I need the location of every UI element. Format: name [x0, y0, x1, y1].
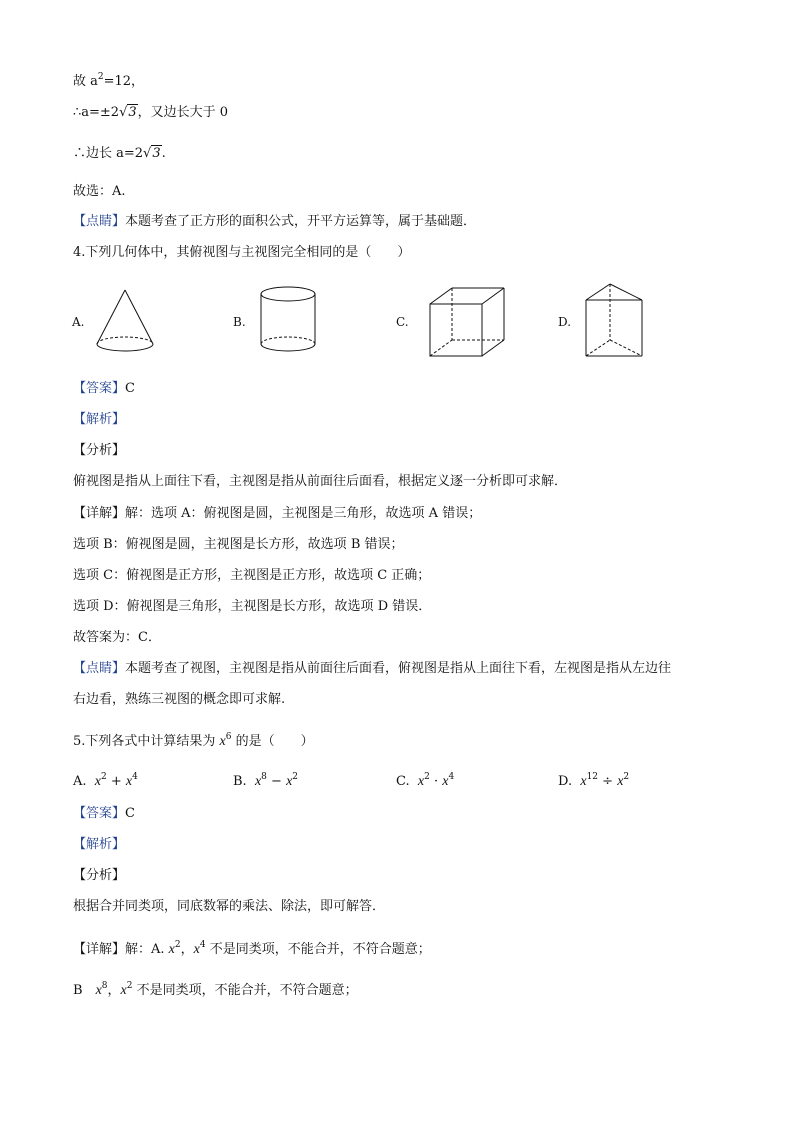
- q4-comment-2: 右边看，熟练三视图的概念即可求解.: [73, 692, 286, 707]
- detail-tag: 【详解】: [73, 506, 126, 521]
- comment-tag: 【点睛】: [73, 214, 126, 229]
- q4-detail-3: 选项 C：俯视图是正方形，主视图是正方形，故选项 C 正确；: [73, 568, 431, 583]
- q4-final: 故答案为：C．: [73, 630, 161, 645]
- q4-detail-4: 选项 D：俯视图是三角形，主视图是长方形，故选项 D 错误．: [73, 599, 432, 614]
- q4-detail-1: 【详解】解：选项 A：俯视图是圆，主视图是三角形，故选项 A 错误；: [73, 506, 482, 521]
- triangular-prism-icon: [584, 282, 646, 360]
- comment-tag: 【点睛】: [73, 661, 126, 676]
- sqrt-symbol: √3: [143, 146, 161, 161]
- cube-icon: [428, 286, 516, 360]
- q4-analysis-tag: 【解析】: [73, 412, 126, 427]
- cylinder-icon: [258, 284, 318, 356]
- q4-option-b-label: B.: [233, 315, 246, 329]
- answer-tag: 【答案】: [73, 381, 126, 396]
- q4-answer: 【答案】C: [73, 381, 135, 396]
- answer-tag: 【答案】: [73, 806, 126, 821]
- q5-option-a: A. $x^2 + x^4$: [73, 772, 138, 789]
- cone-icon: [94, 288, 156, 356]
- sqrt-symbol: √3: [119, 105, 137, 120]
- q5-option-d: D. $x^{12} \div x^2$: [558, 772, 630, 789]
- q5-fenxi-text: 根据合并同类项，同底数幂的乘法、除法，即可解答．: [73, 899, 386, 914]
- q4-option-a-label: A.: [72, 315, 85, 329]
- q5-detail-a: 【详解】解：A. $x^2$，$x^4$ 不是同类项，不能合并，不符合题意；: [73, 940, 431, 957]
- comment-intro: 【点睛】本题考查了正方形的面积公式，开平方运算等，属于基础题．: [73, 214, 477, 229]
- q5-answer: 【答案】C: [73, 806, 135, 821]
- q4-comment-1: 【点睛】本题考查了视图，主视图是指从前面往后面看，俯视图是指从上面往下看，左视图是指从左边往: [73, 661, 672, 676]
- q5-analysis-tag: 【解析】: [73, 837, 126, 852]
- q5-stem: 5.下列各式中计算结果为 $x^6$ 的是（ ）: [73, 732, 314, 749]
- line-a-plus-minus: ∴a=±2√3，又边长大于 0: [73, 105, 229, 120]
- q5-option-c: C. $x^2 \cdot x^4$: [396, 772, 455, 789]
- line-a-squared: 故 $a^2=12$，: [73, 72, 145, 89]
- q4-fenxi-text: 俯视图是指从上面往下看，主视图是指从前面往后面看，根据定义逐一分析即可求解．: [73, 474, 568, 489]
- line-choose-a: 故选：A.: [73, 184, 126, 199]
- q5-option-b: B. $x^8 - x^2$: [233, 772, 299, 789]
- line-side-length: ∴边长 a=2√3.: [73, 146, 166, 161]
- q4-fenxi-tag: 【分析】: [73, 443, 126, 458]
- q4-stem: 4.下列几何体中，其俯视图与主视图完全相同的是（ ）: [73, 245, 411, 260]
- q5-fenxi-tag: 【分析】: [73, 868, 126, 883]
- detail-tag: 【详解】: [73, 942, 126, 957]
- q4-option-d-label: D.: [558, 315, 572, 329]
- q5-detail-b: B $x^8$，$x^2$ 不是同类项，不能合并，不符合题意；: [73, 981, 358, 998]
- q4-option-c-label: C.: [396, 315, 409, 329]
- q4-detail-2: 选项 B：俯视图是圆，主视图是长方形，故选项 B 错误；: [73, 537, 404, 552]
